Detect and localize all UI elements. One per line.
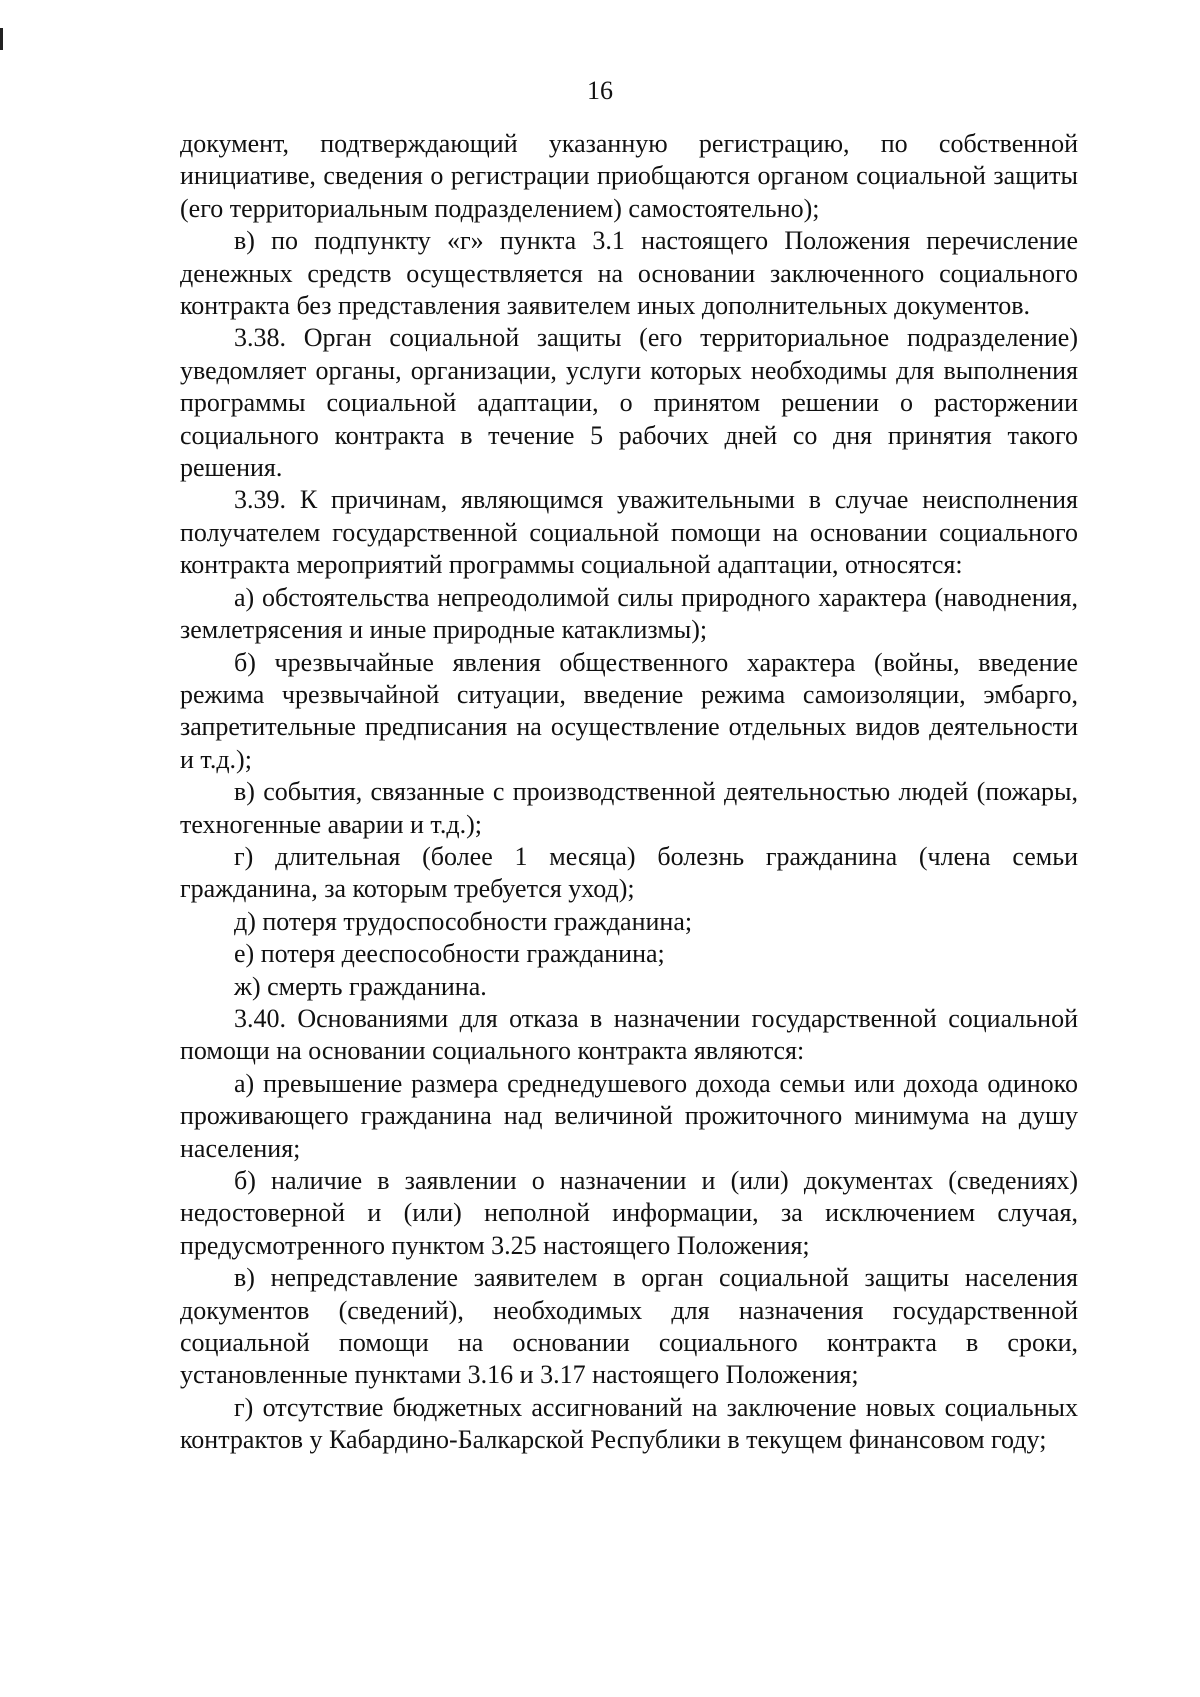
page-number: 16 — [587, 76, 613, 105]
paragraph: б) чрезвычайные явления общественного характера (войны, введение режима чрезвычайной ситуации, введение режима самоизоляции, эмбарго, запретительные предписания на осуществление отдельных видов деятельности и т.д.); — [180, 647, 1078, 774]
paragraph: в) события, связанные с производственной деятельностью людей (пожары, техногенные аварии и т.д.); — [180, 777, 1078, 839]
paragraph: 3.39. К причинам, являющимся уважительными в случае неисполнения получателем государственной социальной помощи на основании социального контракта мероприятий программы социальной адаптации, относятся: — [180, 485, 1078, 580]
paragraph: д) потеря трудоспособности гражданина; — [234, 906, 693, 936]
paragraph: ж) смерть гражданина. — [234, 971, 487, 1001]
paragraph: е) потеря дееспособности гражданина; — [234, 939, 665, 969]
paragraph: г) отсутствие бюджетных ассигнований на заключение новых социальных контрактов у Кабардино-Балкарской Республики в текущем финансовом году; — [180, 1392, 1078, 1455]
paragraph: а) обстоятельства непреодолимой силы природного характера (наводнения, землетрясения и иные природные катаклизмы); — [180, 582, 1078, 645]
paragraph: а) превышение размера среднедушевого дохода семьи или дохода одиноко проживающего гражданина над величиной прожиточного минимума на душу населения; — [180, 1068, 1078, 1163]
paragraph: в) по подпункту «г» пункта 3.1 настоящего Положения перечисление денежных средств осуществляется на основании заключенного социального контракта без представления заявителем иных дополнительных документов. — [180, 226, 1078, 321]
paragraph: 3.40. Основаниями для отказа в назначении государственной социальной помощи на основании социального контракта являются: — [180, 1003, 1078, 1066]
paragraph: б) наличие в заявлении о назначении и (или) документах (сведениях) недостоверной и (или) неполной информации, за исключением случая, предусмотренного пунктом 3.25 настоящего Положения; — [180, 1166, 1078, 1260]
document-body — [180, 128, 1078, 1457]
paragraph: 3.38. Орган социальной защиты (его территориальное подразделение) уведомляет органы, организации, услуги которых необходимы для выполнения программы социальной адаптации, о принятом решении о расторжении социального контракта в течение 5 рабочих дней со дня принятия такого решения. — [180, 323, 1078, 483]
paragraph: в) непредставление заявителем в орган социальной защиты населения документов (сведений), необходимых для назначения государственной социальной помощи на основании социального контракта в сроки, установленные пунктами 3.16 и 3.17 настоящего Положения; — [180, 1263, 1078, 1390]
paragraph: г) длительная (более 1 месяца) болезнь гражданина (члена семьи гражданина, за которым требуется уход); — [180, 841, 1078, 904]
scan-edge-mark — [0, 28, 3, 50]
paragraph: документ, подтверждающий указанную регистрацию, по собственной инициативе, сведения о регистрации приобщаются органом социальной защиты (его территориальным подразделением) самостоятельно); — [180, 129, 1078, 223]
